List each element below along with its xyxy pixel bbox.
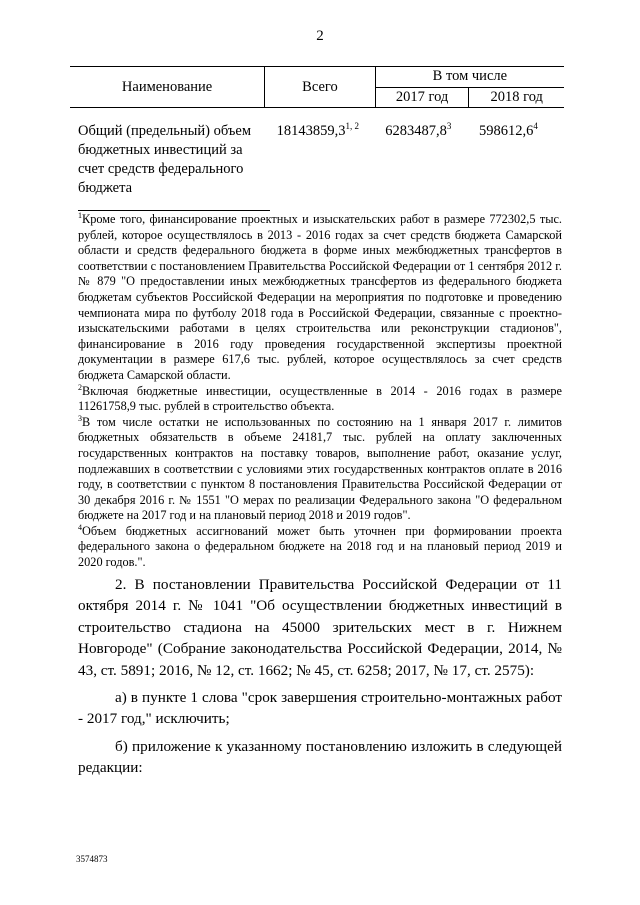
- row-2017-footnote-ref: 3: [446, 121, 452, 131]
- footnote-text: Кроме того, финансирование проектных и изыскательских работ в размере 772302,5 тыс. рублей, которое осуществлялось в 2013 - 2016 годах за счет средств бюджета Самарской области и средств федерального бюджета в форме иных межбюджетных трансфертов в соответствии с постановлением Правительства Российской Федерации от 1 сентября 2012 г. № 879 "О предоставлении иных межбюджетных трансфертов из федерального бюджета бюджетам субъектов Российской Федерации на мероприятия по подготовке и проведению чемпионата мира по футболу 2018 года в Российской Федерации, связанные с проектно-изыскательскими работами в целях строительства или реконструкции стадионов", финансирование в 2016 году проведения государственной экспертизы проектной документации в размере 617,6 тыс. рублей, которое осуществлялось за счет средств бюджета Самарской области.: [78, 212, 562, 382]
- item-a: а) в пункте 1 слова "срок завершения строительно-монтажных работ - 2017 год," исключить;: [78, 689, 562, 728]
- row-2018: [469, 108, 564, 200]
- footnote-2: [78, 384, 562, 415]
- header-name: Наименование: [70, 67, 265, 108]
- footnote-text: Объем бюджетных ассигнований может быть уточнен при формировании проекта федерального закона о федеральном бюджете на 2018 год и на плановый период 2019 и 2020 годов.".: [78, 523, 562, 570]
- row-2018-value: 598612,6: [478, 123, 534, 139]
- item-b: б) приложение к указанному постановлению изложить в следующей редакции:: [78, 737, 562, 777]
- table-row: [70, 108, 564, 200]
- document-code: 3574873: [76, 854, 108, 864]
- header-total: Всего: [265, 67, 376, 108]
- paragraph-2: 2. В постановлении Правительства Российской Федерации от 11 октября 2014 г. № 1041 "Об осуществлении бюджетных инвестиций в строительство стадиона на 45000 зрительских мест в г. Нижнем Новгороде" (Собрание законодательства Российской Федерации, 2014, № 43, ст. 5891; 2016, № 12, ст. 1662; № 45, ст. 6258; 2017, № 17, ст. 2575):: [78, 576, 562, 679]
- footnote-mark: 3: [78, 413, 82, 423]
- footnote-1: [78, 212, 562, 384]
- main-text: [78, 574, 562, 785]
- footnote-4: [78, 524, 562, 571]
- row-total: [265, 108, 376, 200]
- header-including: В том числе: [375, 67, 564, 88]
- row-2017-value: 6283487,8: [385, 123, 447, 139]
- row-name: Общий (предельный) объем бюджетных инвестиций за счет средств федерального бюджета: [78, 123, 251, 196]
- row-total-value: 18143859,3: [276, 123, 346, 139]
- row-total-footnote-ref: 1, 2: [345, 121, 360, 131]
- page-number: 2: [316, 28, 324, 44]
- footnote-text: Включая бюджетные инвестиции, осуществленные в 2014 - 2016 годах в размере 11261758,9 тыс. рублей в строительство объекта.: [78, 383, 562, 414]
- footnote-mark: 1: [78, 211, 82, 220]
- footnote-mark: 4: [78, 522, 82, 532]
- footnote-text: В том числе остатки не использованных по состоянию на 1 января 2017 г. лимитов бюджетных обязательств в объеме 24181,7 тыс. рублей на оплату заключенных государственных контрактов на поставку товаров, выполнение работ, оказание услуг, подлежавших в соответствии с условиями этих государственных контрактов оплате в 2016 году, в соответствии с пунктом 8 постановления Правительства Российской Федерации от 30 декабря 2016 г. № 1551 "О мерах по реализации Федерального закона "О федеральном бюджете на 2017 год и на плановый период 2018 и 2019 годов".: [78, 414, 562, 523]
- row-2018-footnote-ref: 4: [533, 121, 538, 131]
- investment-table: [70, 66, 564, 199]
- footnotes: [78, 212, 562, 571]
- row-2017: [375, 108, 469, 200]
- footnote-divider: [78, 210, 270, 211]
- footnote-3: [78, 415, 562, 524]
- header-year-2018: 2018 год: [469, 87, 564, 108]
- footnote-mark: 2: [78, 382, 82, 392]
- header-year-2017: 2017 год: [375, 87, 469, 108]
